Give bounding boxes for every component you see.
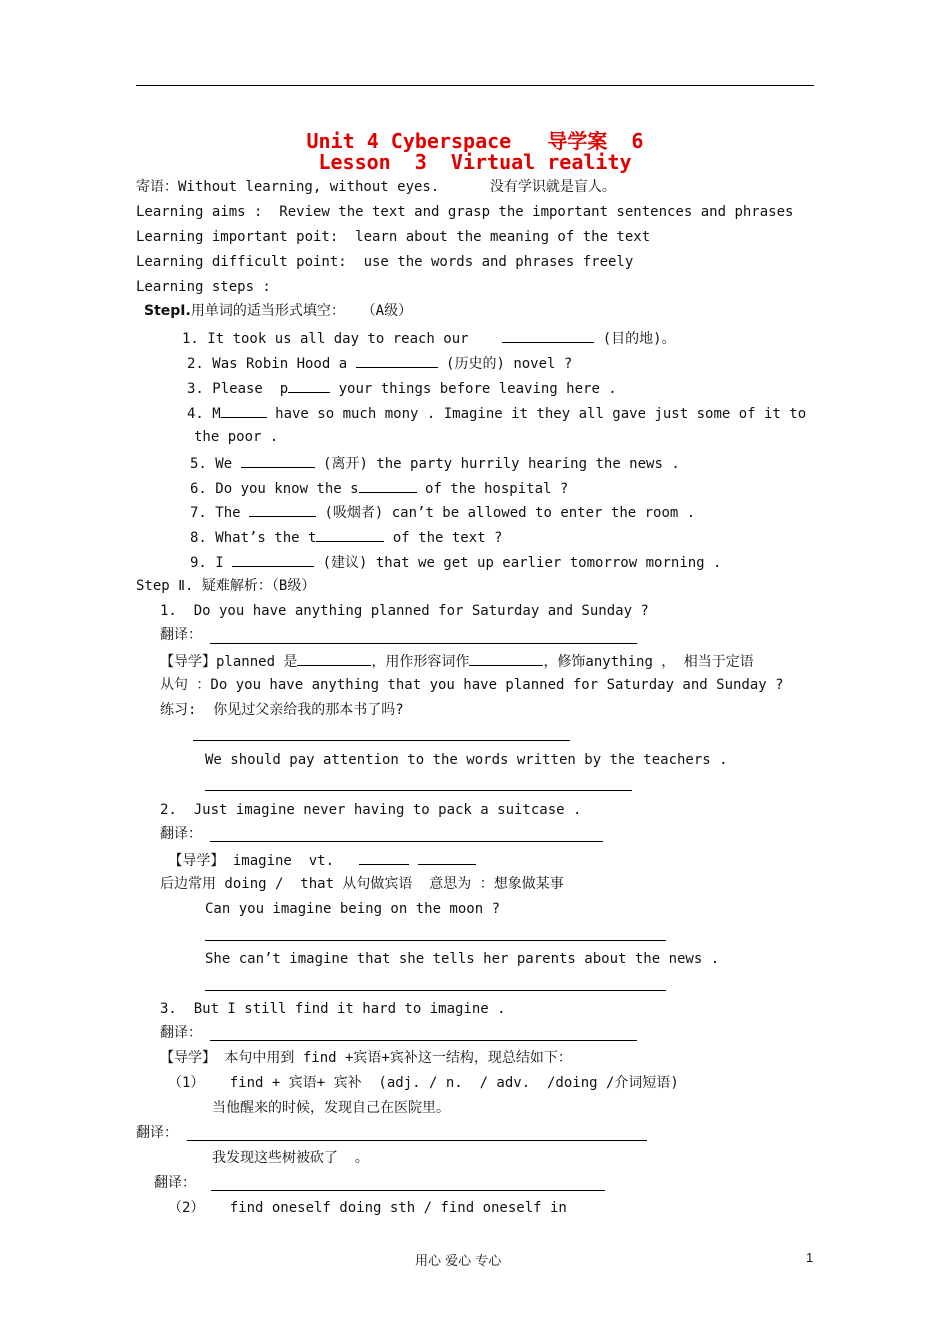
translate-label: 翻译：	[136, 1125, 178, 1141]
sentence-2: 2. Just imagine never having to pack a suitcase .	[160, 802, 582, 818]
answer-blank	[418, 850, 476, 865]
question-text: 6. Do you know the s	[190, 481, 359, 497]
question-text: 1. It took us all day to reach our	[182, 331, 469, 347]
question-text: 9. I	[190, 555, 224, 571]
learning-important: Learning important poit: learn about the meaning of the text	[136, 229, 651, 245]
answer-line	[193, 740, 570, 741]
answer-blank	[359, 850, 409, 865]
question-text: 3. Please p	[187, 381, 289, 397]
question-hint: (离开) the party hurrily hearing the news .	[323, 456, 680, 472]
answer-blank	[288, 378, 330, 393]
guide-3-rule-2: （2） find oneself doing sth / find oneself in	[168, 1200, 567, 1216]
practice-1: 练习: 你见过父亲给我的那本书了吗?	[160, 702, 404, 718]
question-2	[187, 353, 572, 373]
question-hint: (建议) that we get up earlier tomorrow morning .	[322, 555, 722, 571]
guide-3: 【导学】 本句中用到 find +宾语+宾补这一结构，现总结如下：	[160, 1050, 572, 1066]
question-text-rest: of the text ?	[384, 530, 503, 546]
header-rule	[136, 85, 814, 86]
answer-line	[211, 1190, 605, 1191]
question-8	[190, 527, 502, 547]
question-hint: (吸烟者) can’t be allowed to enter the room .	[324, 505, 696, 521]
answer-blank	[232, 552, 314, 567]
answer-blank	[241, 453, 315, 468]
guide-3-example-1: 当他醒来的时候，发现自己在医院里。	[212, 1100, 450, 1116]
question-4	[187, 403, 806, 423]
translate-label: 翻译：	[154, 1175, 196, 1191]
step1-instruction: 用单词的适当形式填空： （A级）	[190, 303, 413, 319]
question-3	[187, 378, 617, 398]
translate-label: 翻译：	[160, 826, 202, 842]
question-1	[182, 328, 676, 348]
question-9	[190, 552, 721, 572]
step1-heading	[144, 302, 412, 320]
question-text-rest: of the hospital ?	[416, 481, 569, 497]
question-text: 8. What’s the t	[190, 530, 317, 546]
answer-blank	[502, 328, 594, 343]
step1-label: StepⅠ.	[144, 303, 191, 319]
question-text: 7. The	[190, 505, 241, 521]
page-subtitle: Lesson 3 Virtual reality	[318, 150, 632, 174]
question-text: 5. We	[190, 456, 233, 472]
guide-text: ，用作形容词作	[371, 654, 470, 670]
answer-line	[187, 1140, 647, 1141]
answer-line	[205, 990, 666, 991]
answer-line	[205, 790, 632, 791]
learning-steps: Learning steps :	[136, 279, 271, 295]
guide-text: 【导学】 imagine vt.	[160, 853, 343, 869]
answer-blank	[297, 651, 371, 666]
question-7	[190, 502, 695, 522]
example-1: We should pay attention to the words written by the teachers .	[205, 752, 728, 768]
example-2: Can you imagine being on the moon ?	[205, 901, 501, 917]
answer-blank	[469, 651, 543, 666]
footer-text: 用心 爱心 专心	[415, 1254, 502, 1269]
translate-label: 翻译：	[160, 627, 202, 643]
answer-blank	[359, 478, 417, 493]
translate-label: 翻译：	[160, 1025, 202, 1041]
guide-2	[160, 850, 476, 870]
motto: 寄语：Without learning, without eyes. 没有学识就是盲人。	[136, 179, 616, 195]
guide-1	[160, 651, 754, 671]
question-4-cont: the poor .	[194, 429, 279, 445]
question-6	[190, 478, 568, 498]
guide-2-cont: 后边常用 doing / that 从句做宾语 意思为 ：想象做某事	[160, 876, 564, 892]
learning-aims: Learning aims : Review the text and grasp the important sentences and phrases	[136, 204, 794, 220]
guide-1-cont: 从句 ：Do you have anything that you have planned for Saturday and Sunday ?	[160, 677, 784, 693]
question-text-rest: your things before leaving here .	[330, 381, 617, 397]
question-text-rest: have so much mony . Imagine it they all gave just some of it to	[266, 406, 807, 422]
question-text: 4. M	[187, 406, 221, 422]
question-text: 2. Was Robin Hood a	[187, 356, 348, 372]
answer-blank	[316, 527, 384, 542]
answer-line	[210, 1040, 637, 1041]
learning-difficult: Learning difficult point: use the words and phrases freely	[136, 254, 634, 270]
guide-3-rule-1: （1） find + 宾语+ 宾补 (adj. / n. / adv. /doing /介词短语)	[168, 1075, 679, 1091]
question-5	[190, 453, 680, 473]
example-3: She can’t imagine that she tells her parents about the news .	[205, 951, 720, 967]
sentence-1: 1. Do you have anything planned for Saturday and Sunday ?	[160, 603, 649, 619]
step2-heading: Step Ⅱ. 疑难解析：（B级）	[136, 578, 316, 594]
page-title: Unit 4 Cyberspace 导学案 6	[306, 129, 644, 153]
guide-3-example-2: 我发现这些树被砍了 。	[212, 1150, 369, 1166]
guide-text: ，修饰anything ， 相当于定语	[543, 654, 754, 670]
sentence-3: 3. But I still find it hard to imagine .	[160, 1001, 506, 1017]
answer-line	[205, 940, 666, 941]
answer-blank	[221, 403, 267, 418]
answer-blank	[356, 353, 438, 368]
question-hint: (目的地)。	[602, 331, 676, 347]
page-number: 1	[806, 1250, 814, 1265]
answer-line	[210, 841, 603, 842]
guide-text: 【导学】planned 是	[160, 654, 298, 670]
answer-line	[210, 643, 637, 644]
question-hint: (历史的) novel ?	[446, 356, 573, 372]
answer-blank	[249, 502, 316, 517]
